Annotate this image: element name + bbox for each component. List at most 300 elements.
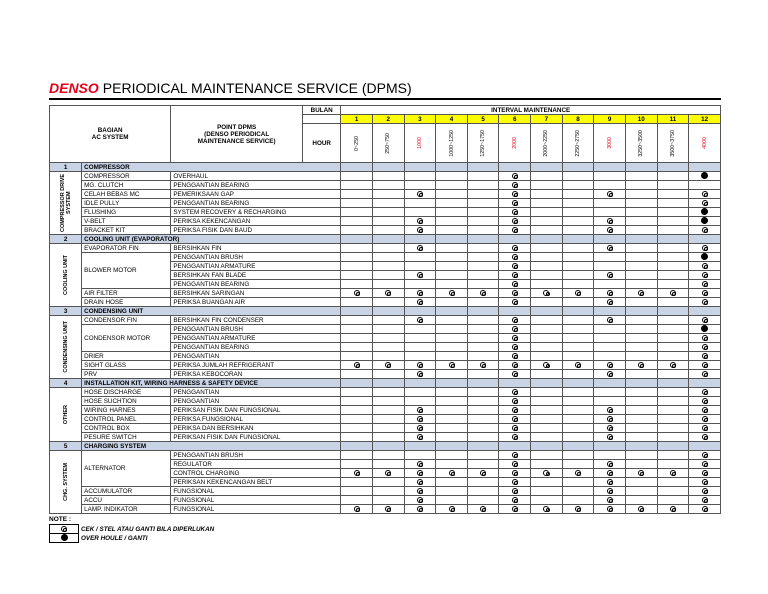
interval-cell [341, 487, 373, 496]
point-cell: BERSIHKAN SARINGAN [171, 289, 341, 298]
month-cell: 11 [657, 115, 689, 124]
table-row [50, 352, 721, 361]
part-cell: CONTROL PANEL [82, 415, 171, 424]
check-symbol-icon [607, 470, 613, 476]
bulan-spacer [303, 115, 341, 124]
interval-cell [499, 262, 531, 271]
interval-cell [531, 406, 563, 415]
interval-cell [689, 478, 721, 487]
section-fill [436, 379, 468, 388]
interval-cell [499, 316, 531, 325]
interval-cell [341, 253, 373, 262]
section-header [50, 379, 721, 388]
interval-cell [657, 424, 689, 433]
check-symbol-icon [575, 506, 581, 512]
section-title: CONDENSING UNIT [82, 307, 341, 316]
interval-cell [372, 190, 404, 199]
interval-cell [531, 415, 563, 424]
interval-cell [499, 199, 531, 208]
table-row [50, 406, 721, 415]
interval-cell [499, 415, 531, 424]
interval-cell [404, 199, 436, 208]
maintenance-table [49, 105, 721, 514]
interval-cell [531, 460, 563, 469]
interval-cell [436, 343, 468, 352]
interval-cell [467, 505, 499, 514]
section-fill [531, 235, 563, 244]
interval-cell [341, 397, 373, 406]
month-cell: 1 [341, 115, 373, 124]
interval-cell [467, 343, 499, 352]
interval-cell [372, 406, 404, 415]
point-cell: PENGGANTIAN [171, 397, 341, 406]
interval-cell [341, 424, 373, 433]
check-symbol-icon [512, 407, 518, 413]
interval-cell [499, 226, 531, 235]
interval-cell [562, 208, 594, 217]
interval-cell [372, 388, 404, 397]
section-fill [562, 163, 594, 172]
hour-cell [372, 124, 404, 163]
interval-cell [625, 280, 657, 289]
interval-cell [625, 460, 657, 469]
check-symbol-icon [512, 272, 518, 278]
interval-cell [625, 433, 657, 442]
interval-cell [562, 469, 594, 478]
check-symbol-icon [575, 362, 581, 368]
interval-cell [436, 280, 468, 289]
bulan-header: BULAN [303, 106, 341, 115]
interval-cell [404, 298, 436, 307]
group-label-text: COMPRESSOR DRIVE SYSTEM [59, 173, 72, 233]
interval-cell [436, 190, 468, 199]
interval-cell [594, 325, 626, 334]
hour-cell [467, 124, 499, 163]
check-symbol-icon [512, 191, 518, 197]
section-fill [689, 163, 721, 172]
point-cell: FUNGSIONAL [171, 487, 341, 496]
section-header [50, 442, 721, 451]
part-cell: SIGHT GLASS [82, 361, 171, 370]
check-symbol-icon [385, 290, 391, 296]
group-label [50, 388, 82, 442]
part-cell: COMPRESSOR [82, 172, 171, 181]
interval-cell [404, 172, 436, 181]
interval-cell [341, 496, 373, 505]
check-symbol-icon [575, 470, 581, 476]
interval-cell [689, 460, 721, 469]
part-cell: DRAIN HOSE [82, 298, 171, 307]
interval-cell [657, 469, 689, 478]
hour-label: 4000 [701, 137, 708, 149]
interval-cell [594, 487, 626, 496]
interval-cell [341, 352, 373, 361]
legend-row [50, 525, 217, 534]
check-symbol-icon [607, 407, 613, 413]
interval-cell [467, 172, 499, 181]
part-cell: ACCU [82, 496, 171, 505]
interval-cell [467, 289, 499, 298]
section-fill [436, 235, 468, 244]
brand-logo: DENSO [49, 80, 99, 96]
interval-cell [689, 451, 721, 460]
interval-cell [436, 262, 468, 271]
interval-cell [625, 271, 657, 280]
check-symbol-icon [512, 227, 518, 233]
check-symbol-icon [607, 227, 613, 233]
point-cell: PERIKSAN FISIK DAN FUNGSIONAL [171, 433, 341, 442]
interval-cell [531, 496, 563, 505]
interval-cell [531, 226, 563, 235]
interval-cell [372, 226, 404, 235]
interval-cell [404, 271, 436, 280]
interval-cell [531, 397, 563, 406]
part-cell: MG. CLUTCH [82, 181, 171, 190]
interval-cell [531, 334, 563, 343]
interval-cell [404, 433, 436, 442]
point-cell: PENGGANTIAN [171, 388, 341, 397]
check-symbol-icon [354, 470, 360, 476]
interval-cell [499, 469, 531, 478]
interval-cell [625, 298, 657, 307]
point-cell: PENGGANTIAN BEARING [171, 343, 341, 352]
check-symbol-icon [607, 371, 613, 377]
interval-cell [625, 361, 657, 370]
interval-cell [562, 433, 594, 442]
interval-cell [436, 415, 468, 424]
interval-cell [689, 505, 721, 514]
interval-cell [372, 172, 404, 181]
interval-cell [499, 208, 531, 217]
point-cell: PERIKSA FUNGSIONAL [171, 415, 341, 424]
check-symbol-icon [512, 299, 518, 305]
interval-cell [372, 253, 404, 262]
interval-cell [499, 388, 531, 397]
month-cell: 10 [625, 115, 657, 124]
point-cell: PERIKSA JUMLAH REFRIGERANT [171, 361, 341, 370]
interval-cell [562, 316, 594, 325]
interval-cell [625, 469, 657, 478]
table-row [50, 298, 721, 307]
interval-cell [657, 352, 689, 361]
interval-cell [499, 352, 531, 361]
interval-cell [499, 244, 531, 253]
interval-cell [499, 280, 531, 289]
check-symbol-icon [417, 191, 423, 197]
section-fill [657, 379, 689, 388]
part-cell: V-BELT [82, 217, 171, 226]
section-fill [689, 235, 721, 244]
section-fill [562, 235, 594, 244]
bagian-header: BAGIAN AC SYSTEM [50, 106, 171, 163]
check-symbol-icon [607, 434, 613, 440]
interval-cell [467, 334, 499, 343]
interval-cell [372, 397, 404, 406]
interval-cell [372, 244, 404, 253]
interval-cell [594, 316, 626, 325]
part-cell: CELAH BEBAS MC [82, 190, 171, 199]
interval-cell [436, 316, 468, 325]
interval-cell [657, 478, 689, 487]
section-fill [499, 163, 531, 172]
check-symbol-icon [385, 362, 391, 368]
interval-cell [594, 478, 626, 487]
check-symbol-icon [512, 479, 518, 485]
check-symbol-icon [543, 290, 549, 296]
interval-cell [689, 190, 721, 199]
check-symbol-icon [607, 461, 613, 467]
interval-cell [689, 280, 721, 289]
check-symbol-icon [417, 407, 423, 413]
interval-cell [467, 280, 499, 289]
interval-cell [404, 370, 436, 379]
interval-cell [625, 415, 657, 424]
hour-label: 2000 [511, 137, 518, 149]
interval-cell [436, 325, 468, 334]
section-fill [404, 307, 436, 316]
section-title: CHARGING SYSTEM [82, 442, 341, 451]
table-row [50, 181, 721, 190]
interval-cell [594, 226, 626, 235]
interval-cell [531, 451, 563, 460]
interval-cell [657, 208, 689, 217]
point-cell: SYSTEM RECOVERY & RECHARGING [171, 208, 341, 217]
interval-cell [372, 343, 404, 352]
interval-cell [341, 460, 373, 469]
interval-cell [467, 397, 499, 406]
interval-cell [341, 298, 373, 307]
check-symbol-icon [607, 218, 613, 224]
check-symbol-icon [702, 290, 708, 296]
part-cell: FLUSHING [82, 208, 171, 217]
interval-cell [594, 190, 626, 199]
section-number: 1 [50, 163, 82, 172]
interval-cell [372, 505, 404, 514]
interval-cell [436, 334, 468, 343]
group-label [50, 172, 82, 235]
interval-cell [562, 487, 594, 496]
interval-cell [625, 181, 657, 190]
interval-cell [467, 199, 499, 208]
check-symbol-icon [607, 497, 613, 503]
section-fill [594, 235, 626, 244]
interval-cell [404, 316, 436, 325]
check-symbol-icon [702, 416, 708, 422]
check-symbol-icon [417, 434, 423, 440]
interval-cell [372, 424, 404, 433]
table-row [50, 208, 721, 217]
check-symbol-icon [512, 470, 518, 476]
check-symbol-icon [702, 488, 708, 494]
interval-cell [372, 496, 404, 505]
interval-cell [436, 352, 468, 361]
interval-cell [625, 406, 657, 415]
check-symbol-icon [702, 245, 708, 251]
interval-cell [594, 406, 626, 415]
interval-cell [341, 208, 373, 217]
section-fill [625, 442, 657, 451]
interval-cell [562, 199, 594, 208]
interval-cell [341, 469, 373, 478]
interval-cell [689, 496, 721, 505]
overhaul-symbol-icon [701, 253, 708, 260]
check-symbol-icon [607, 506, 613, 512]
interval-cell [531, 244, 563, 253]
interval-cell [372, 217, 404, 226]
interval-cell [531, 316, 563, 325]
interval-cell [689, 244, 721, 253]
point-cell: PERIKSAN KEKENCANGAN BELT [171, 478, 341, 487]
interval-cell [372, 262, 404, 271]
check-symbol-icon [449, 290, 455, 296]
interval-cell [562, 217, 594, 226]
interval-cell [657, 172, 689, 181]
interval-cell [436, 253, 468, 262]
interval-cell [341, 370, 373, 379]
interval-cell [436, 487, 468, 496]
hour-cell [341, 124, 373, 163]
interval-cell [594, 469, 626, 478]
section-fill [341, 442, 373, 451]
hour-label: 3000 [606, 137, 613, 149]
interval-cell [404, 325, 436, 334]
check-symbol-icon [702, 407, 708, 413]
interval-cell [436, 172, 468, 181]
interval-cell [594, 388, 626, 397]
check-symbol-icon [512, 182, 518, 188]
section-fill [436, 307, 468, 316]
part-cell: BLOWER MOTOR [82, 253, 171, 289]
interval-cell [594, 361, 626, 370]
interval-cell [562, 505, 594, 514]
check-symbol-icon [512, 488, 518, 494]
interval-cell [531, 190, 563, 199]
interval-cell [625, 496, 657, 505]
check-symbol-icon [702, 272, 708, 278]
interval-cell [657, 316, 689, 325]
check-symbol-icon [417, 479, 423, 485]
overhaul-symbol-icon [50, 534, 79, 543]
check-symbol-icon [702, 434, 708, 440]
interval-cell [562, 496, 594, 505]
check-symbol-icon [512, 290, 518, 296]
interval-cell [625, 208, 657, 217]
hour-label: 250~750 [385, 132, 392, 154]
interval-cell [625, 334, 657, 343]
section-fill [499, 235, 531, 244]
check-symbol-icon [417, 506, 423, 512]
interval-cell [499, 424, 531, 433]
interval-cell [341, 172, 373, 181]
point-cell: FUNGSIONAL [171, 505, 341, 514]
legend-text: OVER HOULE / GANTI [81, 534, 148, 542]
interval-cell [562, 352, 594, 361]
check-symbol-icon [702, 263, 708, 269]
check-symbol-icon [638, 362, 644, 368]
interval-cell [562, 172, 594, 181]
check-symbol-icon [417, 317, 423, 323]
check-symbol-icon [417, 470, 423, 476]
interval-cell [562, 451, 594, 460]
interval-cell [625, 316, 657, 325]
table-row [50, 424, 721, 433]
check-symbol-icon [702, 299, 708, 305]
interval-cell [372, 334, 404, 343]
interval-cell [594, 451, 626, 460]
hour-label: 1000~1250 [448, 129, 455, 157]
check-symbol-icon [638, 470, 644, 476]
legend [49, 524, 217, 543]
interval-cell [689, 469, 721, 478]
part-cell: HOSE SUCHTION [82, 397, 171, 406]
interval-cell [562, 253, 594, 262]
interval-cell [625, 172, 657, 181]
interval-cell [372, 415, 404, 424]
interval-cell [657, 289, 689, 298]
interval-cell [372, 478, 404, 487]
section-fill [625, 163, 657, 172]
interval-cell [689, 325, 721, 334]
interval-cell [436, 424, 468, 433]
interval-cell [404, 334, 436, 343]
interval-cell [594, 460, 626, 469]
interval-cell [625, 244, 657, 253]
group-label-text: CONDENSING UNIT [62, 321, 69, 373]
interval-cell [657, 460, 689, 469]
check-symbol-icon [670, 290, 676, 296]
interval-cell [436, 361, 468, 370]
check-symbol-icon [512, 344, 518, 350]
check-symbol-icon [543, 470, 549, 476]
interval-cell [531, 289, 563, 298]
interval-cell [467, 217, 499, 226]
interval-cell [372, 316, 404, 325]
interval-cell [689, 397, 721, 406]
check-symbol-icon [417, 218, 423, 224]
check-symbol-icon [702, 281, 708, 287]
interval-cell [531, 181, 563, 190]
check-symbol-icon [702, 335, 708, 341]
interval-cell [594, 298, 626, 307]
section-title: COMPRESSOR [82, 163, 341, 172]
point-cell: PENGGANTIAN BEARING [171, 181, 341, 190]
interval-cell [657, 334, 689, 343]
interval-cell [689, 172, 721, 181]
interval-cell [689, 406, 721, 415]
point-cell: PENGGANTIAN BRUSH [171, 325, 341, 334]
interval-cell [689, 361, 721, 370]
section-fill [404, 235, 436, 244]
check-symbol-icon [512, 326, 518, 332]
interval-cell [499, 190, 531, 199]
interval-cell [562, 226, 594, 235]
interval-cell [689, 370, 721, 379]
interval-cell [689, 289, 721, 298]
interval-cell [341, 217, 373, 226]
point-cell: PENGGANTIAN ARMATURE [171, 334, 341, 343]
interval-cell [657, 325, 689, 334]
interval-cell [341, 415, 373, 424]
interval-cell [594, 199, 626, 208]
interval-cell [467, 424, 499, 433]
interval-cell [594, 424, 626, 433]
interval-cell [436, 226, 468, 235]
part-cell: LAMP. INDIKATOR [82, 505, 171, 514]
check-symbol-icon [512, 497, 518, 503]
hour-cell [404, 124, 436, 163]
interval-cell [467, 361, 499, 370]
section-fill [531, 379, 563, 388]
